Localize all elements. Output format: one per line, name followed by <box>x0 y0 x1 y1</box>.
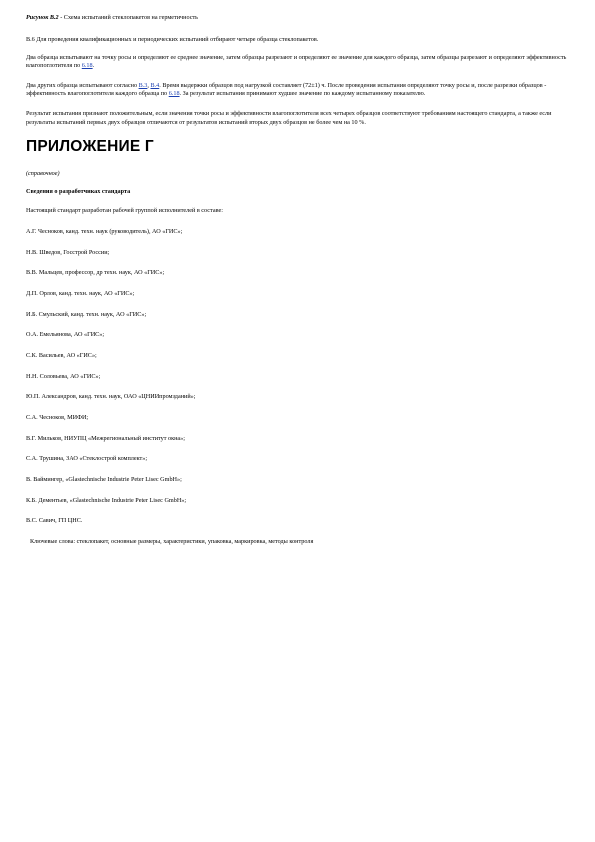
keywords-line: Ключевые слова: стеклопакет, основные размеры, характеристики, упаковка, маркировка, методы контроля <box>30 538 314 546</box>
list-item: О.А. Емельянова, АО «ГИС»; <box>26 331 105 339</box>
clause-link-b4[interactable]: В.4 <box>150 81 160 89</box>
paragraph-two-samples-text: Два образца испытывают на точку росы и определяют ее среднее значение, затем образцы разрезают и определяют ее значение для каждого образца, затем образцы разрезают и определяют эффективность влагопоглотителя по <box>26 53 567 70</box>
list-item: В.Г. Мильков, НИУПЦ «Межрегиональный институт окна»; <box>26 434 185 442</box>
developers-section-title: Сведения о разработчиках стандарта <box>26 188 131 196</box>
list-item: А.Г. Чесноков, канд. техн. наук (руководитель), АО «ГИС»; <box>26 227 183 235</box>
paragraph-other-two-samples <box>26 82 574 99</box>
list-item: Д.П. Орлов, канд. техн. наук, АО «ГИС»; <box>26 289 135 297</box>
figure-caption <box>26 14 574 22</box>
list-item: Ю.П. Александров, канд. техн. наук, ОАО «ЦНИИпромзданий»; <box>26 393 196 401</box>
paragraph-two-samples <box>26 54 574 71</box>
paragraph-two-samples-end: . <box>92 62 95 70</box>
document-page <box>26 14 574 546</box>
developers-intro: Настоящий стандарт разработан рабочей группой исполнителей в составе: <box>26 207 223 215</box>
list-item: К.Б. Дементьев, «Glastechnische Industrie Peter Lisec GmbH»; <box>26 496 187 504</box>
clause-link-6-18-second[interactable]: 6.18 <box>168 90 180 98</box>
figure-caption-text: - Схема испытаний стеклопакетов на герметичность <box>58 14 198 21</box>
clause-link-6-18[interactable]: 6.18 <box>81 62 93 70</box>
paragraph-other-part1: Два других образца испытывают согласно <box>26 81 139 89</box>
paragraph-other-part2: . Время выдержки образцов под нагрузкой составляет (72±1) ч. После проведения испытания определяют точку росы и, после разрезки образцов - эффективность влагопоглотителя каждого образца по <box>26 81 547 98</box>
list-item: С.А. Трушина, ЗАО «Стеклострой комплект»; <box>26 455 148 463</box>
clause-link-b3[interactable]: В.3 <box>138 81 148 89</box>
list-item: Н.В. Шведов, Госстрой России; <box>26 248 110 256</box>
paragraph-b6: В.6 Для проведения квалификационных и периодических испытаний отбирают четыре образца стеклопакетов. <box>26 36 319 43</box>
list-item: И.Б. Смульский, канд. техн. наук, АО «ГИС»; <box>26 310 147 318</box>
developers-list <box>26 228 574 526</box>
list-item: Н.Н. Соловьева, АО «ГИС»; <box>26 372 101 380</box>
paragraph-other-part3: . За результат испытания принимают худшее значение по каждому испытанному показателю. <box>179 90 426 98</box>
appendix-title: ПРИЛОЖЕНИЕ Г <box>26 138 154 156</box>
appendix-note: (справочное) <box>26 170 60 178</box>
list-item: С.А. Чесноков, МИФИ; <box>26 414 89 422</box>
figure-caption-label: Рисунок В.2 <box>26 14 59 21</box>
list-item: В. Ваймингер, «Glastechnische Industrie Peter Lisec GmbH»; <box>26 476 182 484</box>
list-item: В.В. Мальцев, профессор, др техн. наук, АО «ГИС»; <box>26 269 165 277</box>
paragraph-result: Результат испытания признают положительным, если значения точки росы и эффективности влагопоглотителя всех четырех образцов соответствуют требованиям настоящего стандарта, а также если результаты испытаний первых двух образцов отличаются от результатов испытаний вторых двух образцов не более чем на 10 %. <box>26 109 552 126</box>
paragraph-other-sep: , <box>147 81 151 89</box>
list-item: В.С. Савич, ГП ЦНС. <box>26 517 83 525</box>
list-item: С.К. Васильев, АО «ГИС»; <box>26 351 97 359</box>
